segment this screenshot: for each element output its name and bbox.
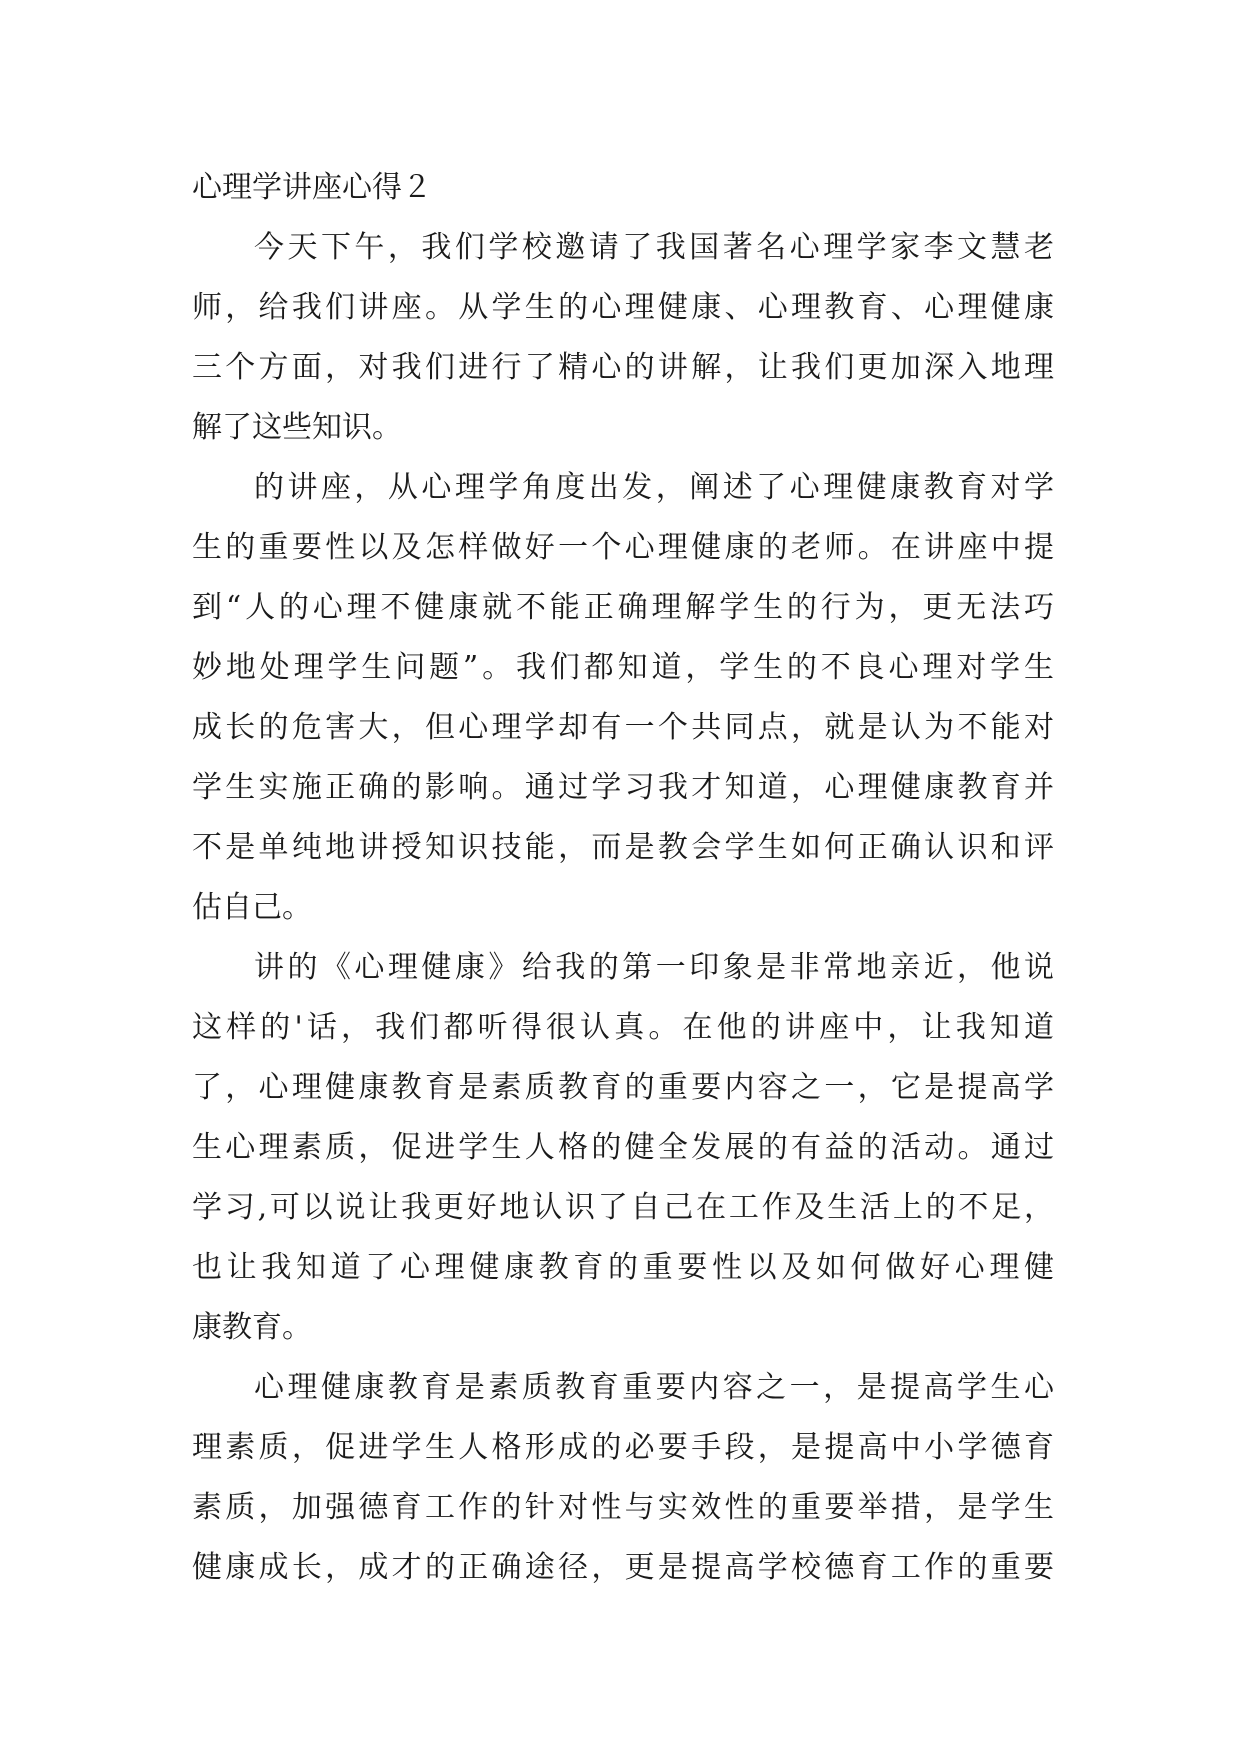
paragraph-line: 学习,可以说让我更好地认识了自己在工作及生活上的不足， [192,1190,1054,1225]
paragraph-line: 的讲座，从心理学角度出发，阐述了心理健康教育对学 [254,470,1054,505]
paragraph-line: 这样的'话，我们都听得很认真。在他的讲座中，让我知道 [192,1010,1054,1045]
paragraph-2 [192,458,1054,938]
paragraph-1 [192,218,1054,458]
paragraph-line: 康教育。 [192,1310,312,1345]
paragraph-line: 生的重要性以及怎样做好一个心理健康的老师。在讲座中提 [192,530,1054,565]
paragraph-line: 不是单纯地讲授知识技能，而是教会学生如何正确认识和评 [192,830,1054,865]
paragraph-line: 了，心理健康教育是素质教育的重要内容之一，它是提高学 [192,1070,1054,1105]
paragraph-line: 到“人的心理不健康就不能正确理解学生的行为，更无法巧 [192,590,1054,625]
paragraph-line: 生心理素质，促进学生人格的健全发展的有益的活动。通过 [192,1130,1054,1165]
paragraph-line: 成长的危害大，但心理学却有一个共同点，就是认为不能对 [192,710,1054,745]
paragraph-line: 今天下午，我们学校邀请了我国著名心理学家李文慧老 [254,230,1054,265]
paragraph-line: 师，给我们讲座。从学生的心理健康、心理教育、心理健康 [192,290,1054,325]
document-body [192,158,1054,1598]
paragraph-line: 也让我知道了心理健康教育的重要性以及如何做好心理健 [192,1250,1054,1285]
paragraph-line: 解了这些知识。 [192,410,402,445]
paragraph-line: 估自己。 [192,890,312,925]
paragraph-3 [192,938,1054,1358]
document-title: 心理学讲座心得２ [192,170,432,205]
paragraph-line: 素质，加强德育工作的针对性与实效性的重要举措，是学生 [192,1490,1054,1525]
paragraph-line: 理素质，促进学生人格形成的必要手段，是提高中小学德育 [192,1430,1054,1465]
paragraph-4 [192,1358,1054,1598]
paragraph-line: 心理健康教育是素质教育重要内容之一，是提高学生心 [254,1370,1054,1405]
paragraph-line: 讲的《心理健康》给我的第一印象是非常地亲近，他说 [254,950,1054,985]
paragraph-line: 妙地处理学生问题”。我们都知道，学生的不良心理对学生 [192,650,1054,685]
paragraph-line: 三个方面，对我们进行了精心的讲解，让我们更加深入地理 [192,350,1054,385]
paragraph-line: 健康成长，成才的正确途径，更是提高学校德育工作的重要 [192,1550,1054,1585]
paragraph-line: 学生实施正确的影响。通过学习我才知道，心理健康教育并 [192,770,1054,805]
